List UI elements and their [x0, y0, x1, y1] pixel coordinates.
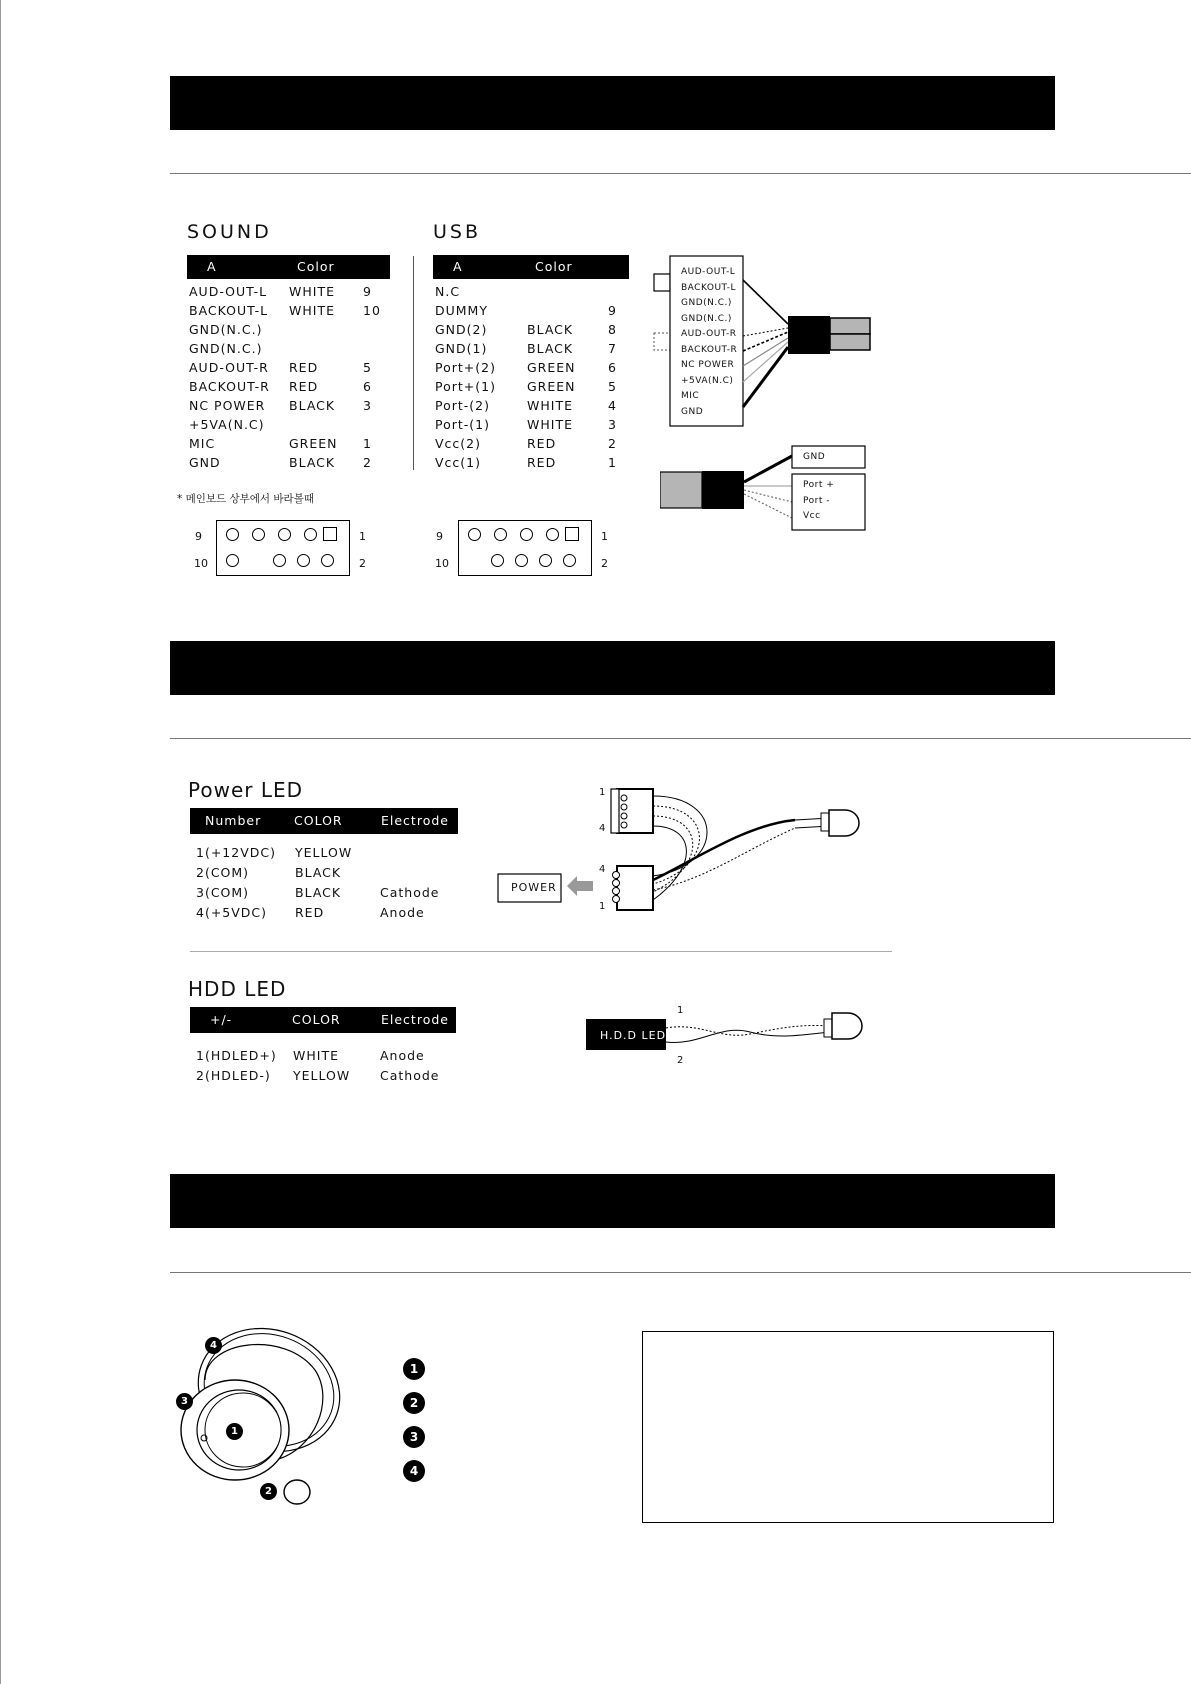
usb-title: USB: [433, 221, 482, 243]
usb-pin-header: [458, 520, 592, 576]
hdd-led-table-body: [196, 1048, 456, 1088]
sound-table-header: [187, 255, 390, 279]
header-electrode: Electrode: [381, 813, 449, 828]
pin-label: 2: [677, 1055, 684, 1066]
pin-label: 9: [436, 530, 443, 543]
section-rule-1: [170, 173, 1191, 174]
usb-gnd-label: GND: [803, 452, 826, 462]
table-row: 4(+5VDC) RED Anode: [196, 905, 425, 920]
hdd-led-table-header: [190, 1007, 456, 1033]
power-led-diagram: [495, 780, 870, 920]
pin-label: 2: [359, 557, 366, 570]
table-row: AUD-OUT-L WHITE 9: [189, 284, 372, 299]
hdd-led-title: HDD LED: [188, 977, 287, 1001]
diagram-label: Port -: [803, 495, 830, 506]
pin-label: 9: [195, 530, 202, 543]
diagram-label: GND: [681, 406, 704, 417]
table-row: Vcc(1) RED 1: [435, 455, 617, 470]
pin: [515, 554, 528, 567]
sound-header-color: Color: [297, 259, 335, 274]
orientation-note: * 메인보드 상부에서 바라볼때: [177, 493, 314, 505]
table-row: BACKOUT-L WHITE 10: [189, 303, 381, 318]
header-plus-minus: +/-: [210, 1012, 233, 1027]
pin-label: 4: [599, 864, 606, 875]
pin-label: 1: [359, 530, 366, 543]
table-row: Port+(2) GREEN 6: [435, 360, 617, 375]
table-row: GND(N.C.): [189, 341, 263, 356]
sound-diagram-labels: [681, 265, 737, 420]
usb-connector-diagram: [660, 444, 870, 534]
usb-header-color: Color: [535, 259, 573, 274]
callout-1: 1: [226, 1423, 243, 1440]
power-led-table-header: [190, 808, 458, 834]
callout-2: 2: [260, 1483, 277, 1500]
pin: [321, 554, 334, 567]
diagram-label: +5VA(N.C): [681, 375, 734, 386]
table-row: +5VA(N.C): [189, 417, 265, 432]
section-rule-3: [170, 1272, 1191, 1273]
usb-table-header: [433, 255, 629, 279]
pin-1-square: [565, 527, 579, 541]
table-row: DUMMY 9: [435, 303, 617, 318]
section-divider: [190, 951, 892, 952]
sound-pin-header: [216, 520, 350, 576]
pin: [546, 528, 559, 541]
section-header-bar-3: [170, 1174, 1055, 1228]
pin: [297, 554, 310, 567]
power-label: POWER: [511, 881, 557, 894]
usb-diagram-labels: [803, 478, 834, 525]
pin: [278, 528, 291, 541]
diagram-label: Vcc: [803, 511, 821, 521]
pin: [539, 554, 552, 567]
pin-label: 1: [601, 530, 608, 543]
usb-header-a: A: [453, 259, 463, 274]
pin: [468, 528, 481, 541]
pin: [273, 554, 286, 567]
table-row: Port-(2) WHITE 4: [435, 398, 617, 413]
pin-label: 1: [677, 1005, 684, 1016]
pin: [491, 554, 504, 567]
diagram-label: AUD-OUT-L: [681, 267, 736, 277]
table-row: Port+(1) GREEN 5: [435, 379, 617, 394]
table-row: 3(COM) BLACK Cathode: [196, 885, 440, 900]
header-number: Number: [205, 813, 262, 828]
pin: [252, 528, 265, 541]
table-row: GND BLACK 2: [189, 455, 372, 470]
legend-callout-1: 1: [403, 1358, 425, 1380]
table-row: N.C: [435, 284, 461, 299]
callout-4: 4: [205, 1337, 222, 1354]
table-row: Vcc(2) RED 2: [435, 436, 617, 451]
section-rule-2: [170, 738, 1191, 739]
table-row: NC POWER BLACK 3: [189, 398, 372, 413]
diagram-label: MIC: [681, 391, 700, 401]
diagram-label: AUD-OUT-R: [681, 329, 737, 339]
hdd-led-label: H.D.D LED: [600, 1029, 667, 1042]
diagram-label: GND(N.C.): [681, 298, 732, 308]
pin: [226, 554, 239, 567]
diagram-label: GND(N.C.): [681, 313, 732, 324]
pin-1-square: [323, 527, 337, 541]
table-row: Port-(1) WHITE 3: [435, 417, 617, 432]
pin: [304, 528, 317, 541]
usb-table-body: [435, 284, 630, 474]
legend-callout-4: 4: [403, 1460, 425, 1482]
section-header-bar-1: [170, 76, 1055, 130]
sound-header-a: A: [207, 259, 217, 274]
sound-title: SOUND: [187, 221, 272, 243]
table-row: BACKOUT-R RED 6: [189, 379, 372, 394]
pin-label: 10: [194, 557, 208, 570]
table-row: GND(N.C.): [189, 322, 263, 337]
diagram-label: NC POWER: [681, 360, 735, 370]
section-header-bar-2: [170, 641, 1055, 695]
pin-label: 1: [599, 787, 606, 798]
header-color: COLOR: [292, 1012, 341, 1027]
pin-label: 1: [599, 901, 606, 912]
header-color: COLOR: [294, 813, 343, 828]
pin-label: 4: [599, 823, 606, 834]
pin: [226, 528, 239, 541]
table-row: 2(COM) BLACK: [196, 865, 342, 880]
table-row: MIC GREEN 1: [189, 436, 372, 451]
spec-box: [642, 1331, 1054, 1523]
diagram-label: Port +: [803, 480, 835, 490]
table-divider-line: [413, 256, 414, 470]
table-row: AUD-OUT-R RED 5: [189, 360, 372, 375]
table-row: 2(HDLED-) YELLOW Cathode: [196, 1068, 440, 1083]
diagram-label: BACKOUT-R: [681, 344, 738, 355]
pin: [520, 528, 533, 541]
table-row: 1(+12VDC) YELLOW: [196, 845, 353, 860]
table-row: GND(2) BLACK 8: [435, 322, 617, 337]
table-row: GND(1) BLACK 7: [435, 341, 617, 356]
knob-illustration: [165, 1320, 355, 1510]
pin: [494, 528, 507, 541]
table-row: 1(HDLED+) WHITE Anode: [196, 1048, 425, 1063]
legend-callout-3: 3: [403, 1426, 425, 1448]
sound-table-body: [189, 284, 389, 474]
pin-label: 10: [435, 557, 449, 570]
page-border: [0, 0, 1, 1684]
header-electrode: Electrode: [381, 1012, 449, 1027]
callout-3: 3: [176, 1393, 193, 1410]
legend-callout-2: 2: [403, 1392, 425, 1414]
power-led-table-body: [196, 845, 456, 925]
pin-label: 2: [601, 557, 608, 570]
pin: [563, 554, 576, 567]
power-led-title: Power LED: [188, 778, 304, 802]
diagram-label: BACKOUT-L: [681, 282, 736, 293]
